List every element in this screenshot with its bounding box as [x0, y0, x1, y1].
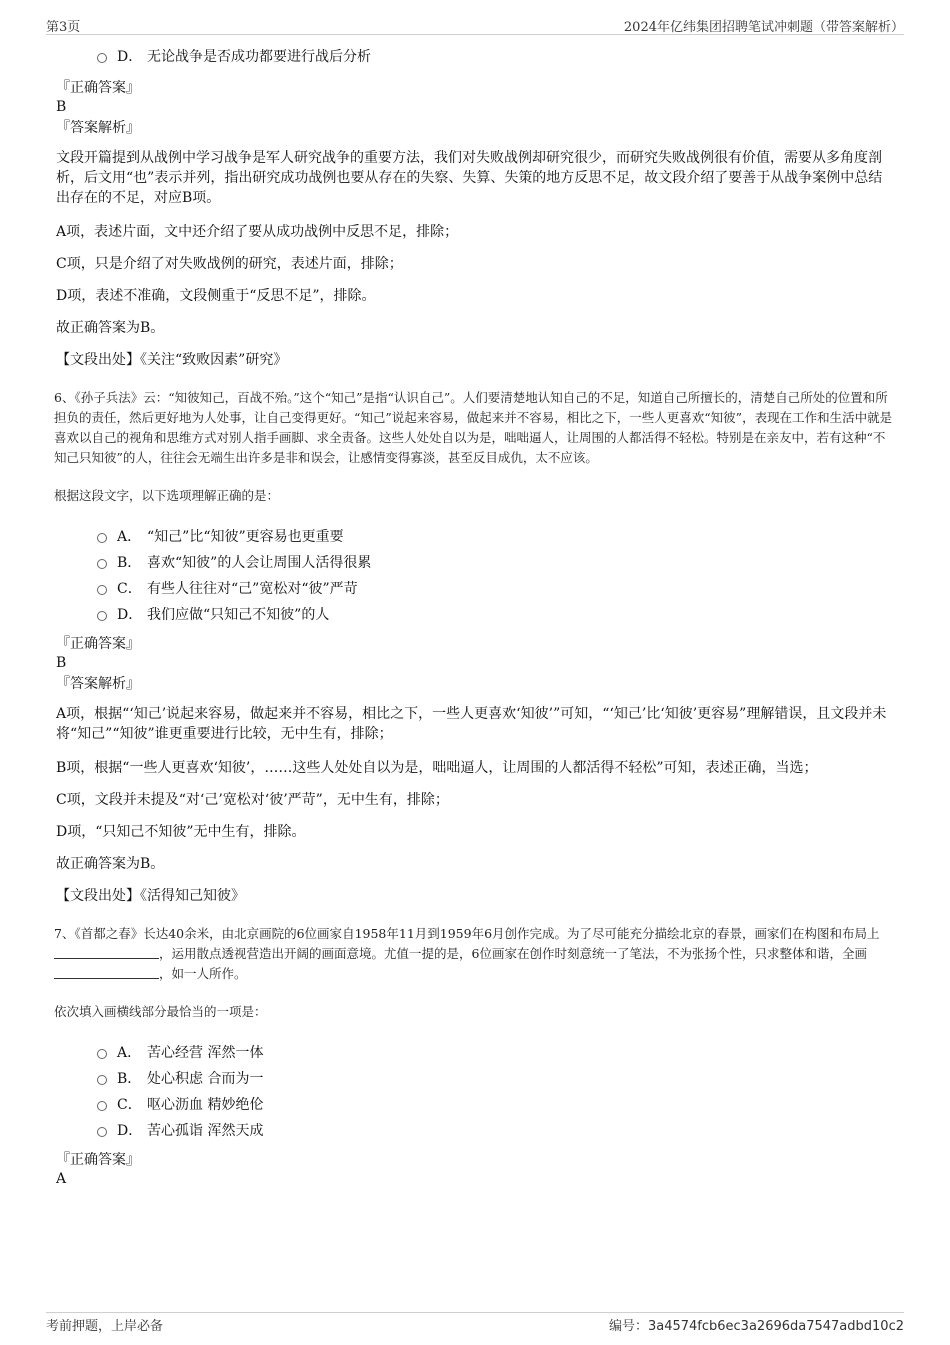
question-prompt: 根据这段文字，以下选项理解正确的是：: [54, 488, 280, 503]
analysis-paragraph: C项，文段并未提及“对‘己’宽松对‘彼’严苛”，无中生有，排除；: [56, 792, 449, 808]
q7-options: [0, 1040, 896, 1144]
answer-value: B: [56, 655, 67, 671]
radio-button[interactable]: [97, 1049, 107, 1059]
radio-button[interactable]: [97, 559, 107, 569]
analysis-label: 『答案解析』: [56, 120, 140, 136]
radio-button[interactable]: [97, 533, 107, 543]
analysis-paragraph: A项，表述片面，文中还介绍了要从成功战例中反思不足，排除；: [56, 224, 459, 240]
analysis-paragraph: 文段开篇提到从战例中学习战争是军人研究战争的重要方法，我们对失败战例却研究很少，而研究失败战例很有价值，需要从多角度剖析，后文用“也”表示并列，指出研究成功战例也要从存在的失察、失算、失策的地方反思不足，故文段介绍了要善于从战争案例中总结出存在的不足，对应B项。: [56, 150, 883, 206]
analysis-paragraph: B项，根据“一些人更喜欢‘知彼’，……这些人处处自以为是，咄咄逼人，让周围的人都活得不轻松”可知，表述正确，当选；: [56, 760, 818, 776]
option-c[interactable]: C． 呕心沥血 精妙绝伦: [0, 1092, 896, 1118]
answer-label: 『正确答案』: [56, 636, 140, 652]
footer-slogan: 考前押题，上岸必备: [46, 1319, 164, 1334]
analysis-paragraph: C项，只是介绍了对失败战例的研究，表述片面，排除；: [56, 256, 403, 272]
page-header: [46, 14, 904, 35]
q5-options: [0, 44, 896, 70]
analysis-paragraph: D项，表述不准确，文段侧重于“反思不足”，排除。: [56, 288, 376, 304]
radio-button[interactable]: [97, 585, 107, 595]
blank-line: [54, 946, 159, 959]
option-d[interactable]: D． 我们应做“只知己不知彼”的人: [0, 602, 896, 628]
radio-button[interactable]: [97, 1075, 107, 1085]
option-b[interactable]: B． 喜欢“知彼”的人会让周围人活得很累: [0, 550, 896, 576]
analysis-paragraph: A项，根据“‘知己’说起来容易，做起来并不容易，相比之下，一些人更喜欢‘知彼’”可知，“‘知己’比‘知彼’更容易”理解错误，且文段并未将“知己”“知彼”谁更重要进行比较，无中生有，排除；: [56, 706, 887, 742]
option-d[interactable]: D． 苦心孤诣 浑然天成: [0, 1118, 896, 1144]
page-footer: [46, 1312, 904, 1334]
question-prompt: 依次填入画横线部分最恰当的一项是：: [54, 1004, 267, 1019]
passage-source: 【文段出处】《关注“致败因素”研究》: [56, 352, 288, 368]
radio-button[interactable]: [97, 53, 107, 63]
page-content: [56, 44, 896, 1190]
answer-label: 『正确答案』: [56, 1152, 140, 1168]
analysis-label: 『答案解析』: [56, 676, 140, 692]
option-b[interactable]: B． 处心积虑 合而为一: [0, 1066, 896, 1092]
radio-button[interactable]: [97, 1127, 107, 1137]
answer-value: A: [56, 1171, 67, 1187]
question-stem: 7、《首都之春》长达40余米，由北京画院的6位画家自1958年11月到1959年6月创作完成。为了尽可能充分描绘北京的春景，画家们在构图和布局上 ，运用散点透视营造出开阔的画面意境。尤值一提的是，6位画家在创作时刻意统一了笔法，不为张扬个性，只求整体和谐，全画 ，如一人所作。: [54, 926, 880, 981]
q6-options: [0, 524, 896, 628]
answer-value: B: [56, 99, 67, 115]
document-code: 编号：3a4574fcb6ec3a2696da7547adbd10c2: [608, 1319, 904, 1334]
document-title: 2024年亿纬集团招聘笔试冲刺题（带答案解析）: [623, 20, 904, 35]
analysis-paragraph: 故正确答案为B。: [56, 856, 165, 872]
blank-line: [54, 966, 159, 979]
radio-button[interactable]: [97, 611, 107, 621]
page-number: 第3页: [46, 20, 81, 35]
passage-source: 【文段出处】《活得知己知彼》: [56, 888, 245, 904]
radio-button[interactable]: [97, 1101, 107, 1111]
option-a[interactable]: A． 苦心经营 浑然一体: [0, 1040, 896, 1066]
question-stem: 6、《孙子兵法》云：“知彼知己，百战不殆。”这个“知己”是指“认识自己”。人们要清楚地认知自己的不足，知道自己所擅长的，清楚自己所处的位置和所担负的责任，然后更好地为人处事，让自己变得更好。“知己”说起来容易，做起来并不容易，相比之下，一些人更喜欢“知彼”，表现在工作和生活中就是喜欢以自己的视角和思维方式对别人指手画脚、求全责备。这些人处处自以为是，咄咄逼人，让周围的人都活得不轻松。特别是在亲友中，若有这种“不知己只知彼”的人，往往会无端生出许多是非和误会，让感情变得寡淡，甚至反目成仇，太不应该。: [54, 390, 893, 465]
option-c[interactable]: C． 有些人往往对“己”宽松对“彼”严苛: [0, 576, 896, 602]
option-d[interactable]: D． 无论战争是否成功都要进行战后分析: [0, 44, 896, 70]
answer-label: 『正确答案』: [56, 80, 140, 96]
analysis-paragraph: D项，“只知己不知彼”无中生有，排除。: [56, 824, 306, 840]
analysis-paragraph: 故正确答案为B。: [56, 320, 165, 336]
option-a[interactable]: A． “知己”比“知彼”更容易也更重要: [0, 524, 896, 550]
